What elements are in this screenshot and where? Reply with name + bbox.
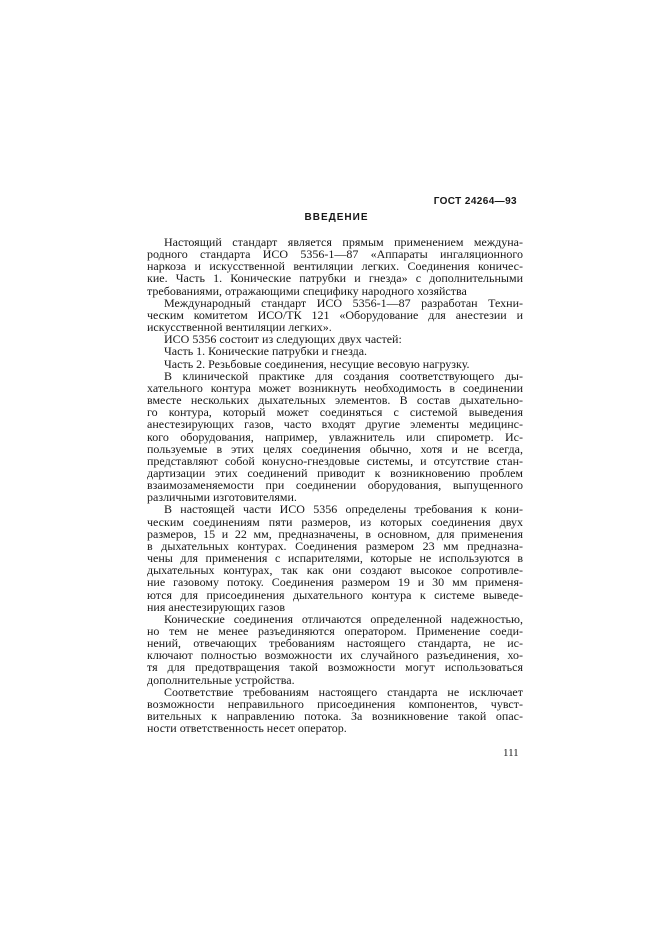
introduction-body xyxy=(147,236,523,734)
text-line: кие. Часть 1. Конические патрубки и гнезда» с дополнительными xyxy=(147,271,523,286)
text-line: дыхательных контурах, так как они создают высокое сопротивле- xyxy=(147,563,523,578)
text-line: нений, отвечающих требованиям настоящего стандарта, не ис- xyxy=(147,636,523,651)
text-line: дартизации этих соединений приводит к возникновению проблем xyxy=(147,465,523,480)
text-line: Соответствие требованиям настоящего стандарта не исключает xyxy=(164,684,523,699)
text-line: В настоящей части ИСО 5356 определены требования к кони- xyxy=(164,502,523,517)
text-line: размеров, 15 и 22 мм, предназначены, в основном, для применения xyxy=(147,526,523,541)
text-line: ности ответственность несет оператор. xyxy=(147,721,347,736)
text-line: Конические соединения отличаются определенной надежностью, xyxy=(164,611,523,626)
text-line: ние газовому потоку. Соединения размером 19 и 30 мм применя- xyxy=(147,575,523,590)
text-line: го контура, который может соединяться с системой выведения xyxy=(147,405,523,420)
page-title: ВВЕДЕНИЕ xyxy=(304,212,369,223)
text-line: различными изготовителями. xyxy=(147,490,297,505)
text-line: Часть 1. Конические патрубки и гнезда. xyxy=(164,344,368,359)
text-line: Настоящий стандарт является прямым применением междуна- xyxy=(164,235,523,249)
text-line: ются для присоединения дыхательного контура к системе выведе- xyxy=(147,587,523,602)
text-line: В клинической практике для создания соответствующего ды- xyxy=(164,368,523,383)
text-line: ческим соединениям пяти размеров, из которых соединения двух xyxy=(147,514,523,529)
text-line: хательного контура может возникнуть необходимость в соединении xyxy=(147,380,523,395)
text-line: ческим комитетом ИСО/ТК 121 «Оборудование для анестезии и xyxy=(147,307,523,322)
text-line: тя для предотвращения такой возможности могут использоваться xyxy=(147,660,523,675)
text-line: пользуемые в этих целях соединения обычно, хотя и не всегда, xyxy=(147,441,523,456)
text-line: искусственной вентиляции легких». xyxy=(147,320,332,335)
text-line: возможности неправильного присоединения компонентов, чувст- xyxy=(147,696,523,711)
text-line: кого оборудования, например, увлажнитель или спирометр. Ис- xyxy=(147,429,523,444)
text-line: дополнительные устройства. xyxy=(147,672,295,687)
text-line: Международный стандарт ИСО 5356-1—87 разработан Техни- xyxy=(164,295,523,310)
text-line: вительных к направлению потока. За возникновение такой опас- xyxy=(147,709,523,724)
text-line: взаимозаменяемости при соединении оборудования, выпущенного xyxy=(147,478,523,493)
text-line: но тем не менее разъединяются оператором. Применение соеди- xyxy=(147,624,523,638)
text-line: ния анестезирующих газов xyxy=(147,599,285,614)
text-line: наркоза и искусственной вентиляции легких. Соединения коничес- xyxy=(147,259,523,274)
text-line: родного стандарта ИСО 5356-1—87 «Аппараты ингаляционного xyxy=(147,247,523,262)
text-line: вместе нескольких дыхательных элементов. В состав дыхательно- xyxy=(147,393,523,408)
text-line: представляют собой конусно-гнездовые системы, и отсутствие стан- xyxy=(147,453,523,468)
text-line: чены для применения с испарителями, которые не используются в xyxy=(147,551,523,566)
document-header-id: ГОСТ 24264—93 xyxy=(433,196,517,207)
text-line: требованиями, отражающими специфику народного хозяйства xyxy=(147,283,467,298)
text-line: анестезирующих газов, часто входят другие элементы медицинс- xyxy=(147,417,523,432)
text-line: в дыхательных контурах. Соединения размером 23 мм предназна- xyxy=(147,538,523,553)
text-line: Часть 2. Резьбовые соединения, несущие весовую нагрузку. xyxy=(164,356,470,371)
text-line: ИСО 5356 состоит из следующих двух частей: xyxy=(164,332,402,347)
page-number: 111 xyxy=(503,747,519,759)
text-line: ключают полностью возможности их случайного разъединения, хо- xyxy=(147,648,523,663)
